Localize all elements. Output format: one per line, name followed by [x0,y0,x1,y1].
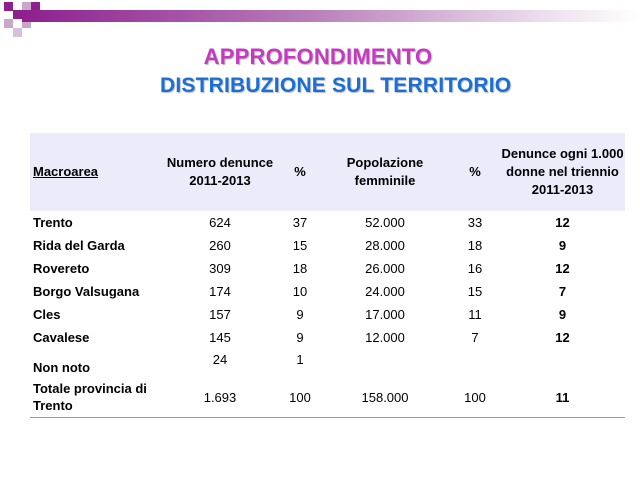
cell-rate: 12 [555,215,570,230]
cell-percent-denunce: 18 [292,261,308,276]
table-row [30,234,625,257]
slide-subtitle: DISTRIBUZIONE SUL TERRITORIO [160,74,512,97]
cell-rate: 7 [558,284,567,299]
table-row [30,326,625,349]
cell-percent-popolazione [450,349,500,377]
cell-percent-popolazione: 16 [467,261,483,276]
deco-square [13,28,22,37]
cell-percent-denunce: 37 [292,215,308,230]
cell-total-label: Totale provincia di Trento [33,381,147,413]
cell-total-rate: 11 [555,389,570,405]
cell-denunce: 174 [209,284,231,299]
table-row [30,211,625,234]
cell-macroarea: Borgo Valsugana [33,284,140,299]
cell-rate: 9 [558,307,567,322]
cell-total-popolazione: 158.000 [361,389,409,405]
cell-macroarea: Cles [33,307,61,322]
cell-percent-popolazione: 15 [467,284,483,299]
cell-percent-popolazione: 33 [467,215,483,230]
header-percent-denunce: % [294,164,306,179]
cell-popolazione: 52.000 [365,215,405,230]
cell-percent-popolazione: 11 [468,307,482,322]
cell-percent-denunce-text: 1 [296,351,304,367]
cell-rate: 12 [555,330,570,345]
table-row [30,303,625,326]
deco-square [4,2,13,11]
cell-popolazione: 26.000 [365,261,405,276]
header-denunce-ogni-1000: Denunce ogni 1.000 donne nel triennio 2011-2013 [501,146,624,197]
cell-macroarea: Trento [33,215,73,230]
cell-denunce: 624 [209,215,231,230]
cell-percent-denunce: 9 [296,330,304,345]
top-accent-bar [22,10,640,22]
deco-square [4,19,13,28]
cell-macroarea: Cavalese [33,330,90,345]
cell-percent-denunce [280,349,320,377]
cell-denunce: 260 [209,238,231,253]
cell-percent-denunce: 10 [292,284,308,299]
cell-rate: 9 [558,238,567,253]
cell-total-percent-denunce: 100 [289,389,311,405]
cell-percent-denunce: 9 [296,307,304,322]
cell-popolazione: 12.000 [365,330,405,345]
cell-percent-popolazione: 7 [471,330,479,345]
territory-table [30,133,625,418]
table-row [30,349,625,377]
cell-macroarea-text: Non noto [33,359,91,375]
slide-title: APPROFONDIMENTO [203,44,433,69]
cell-macroarea [30,349,160,377]
cell-macroarea: Rida del Garda [33,238,125,253]
cell-popolazione: 24.000 [365,284,405,299]
table-total-row [30,377,625,418]
cell-popolazione [320,349,450,377]
cell-total-percent-popolazione: 100 [464,389,486,405]
header-numero-denunce: Numero denunce 2011-2013 [166,155,274,188]
cell-total-denunce: 1.693 [203,389,237,405]
deco-square [13,10,22,19]
cell-percent-popolazione: 18 [467,238,483,253]
cell-rate [500,349,625,377]
cell-denunce: 157 [209,307,231,322]
header-percent-popolazione: % [469,164,481,179]
cell-percent-denunce: 15 [292,238,308,253]
cell-macroarea: Rovereto [33,261,90,276]
cell-denunce-text: 24 [212,351,228,367]
header-macroarea: Macroarea [33,164,99,179]
cell-popolazione: 17.000 [365,307,405,322]
table-row [30,257,625,280]
cell-popolazione: 28.000 [365,238,405,253]
table-row [30,280,625,303]
cell-denunce: 309 [209,261,231,276]
cell-rate: 12 [555,261,570,276]
cell-denunce: 145 [209,330,231,345]
table-header-row [30,133,625,211]
header-popolazione: Popolazione femminile [346,155,424,188]
cell-denunce [160,349,280,377]
